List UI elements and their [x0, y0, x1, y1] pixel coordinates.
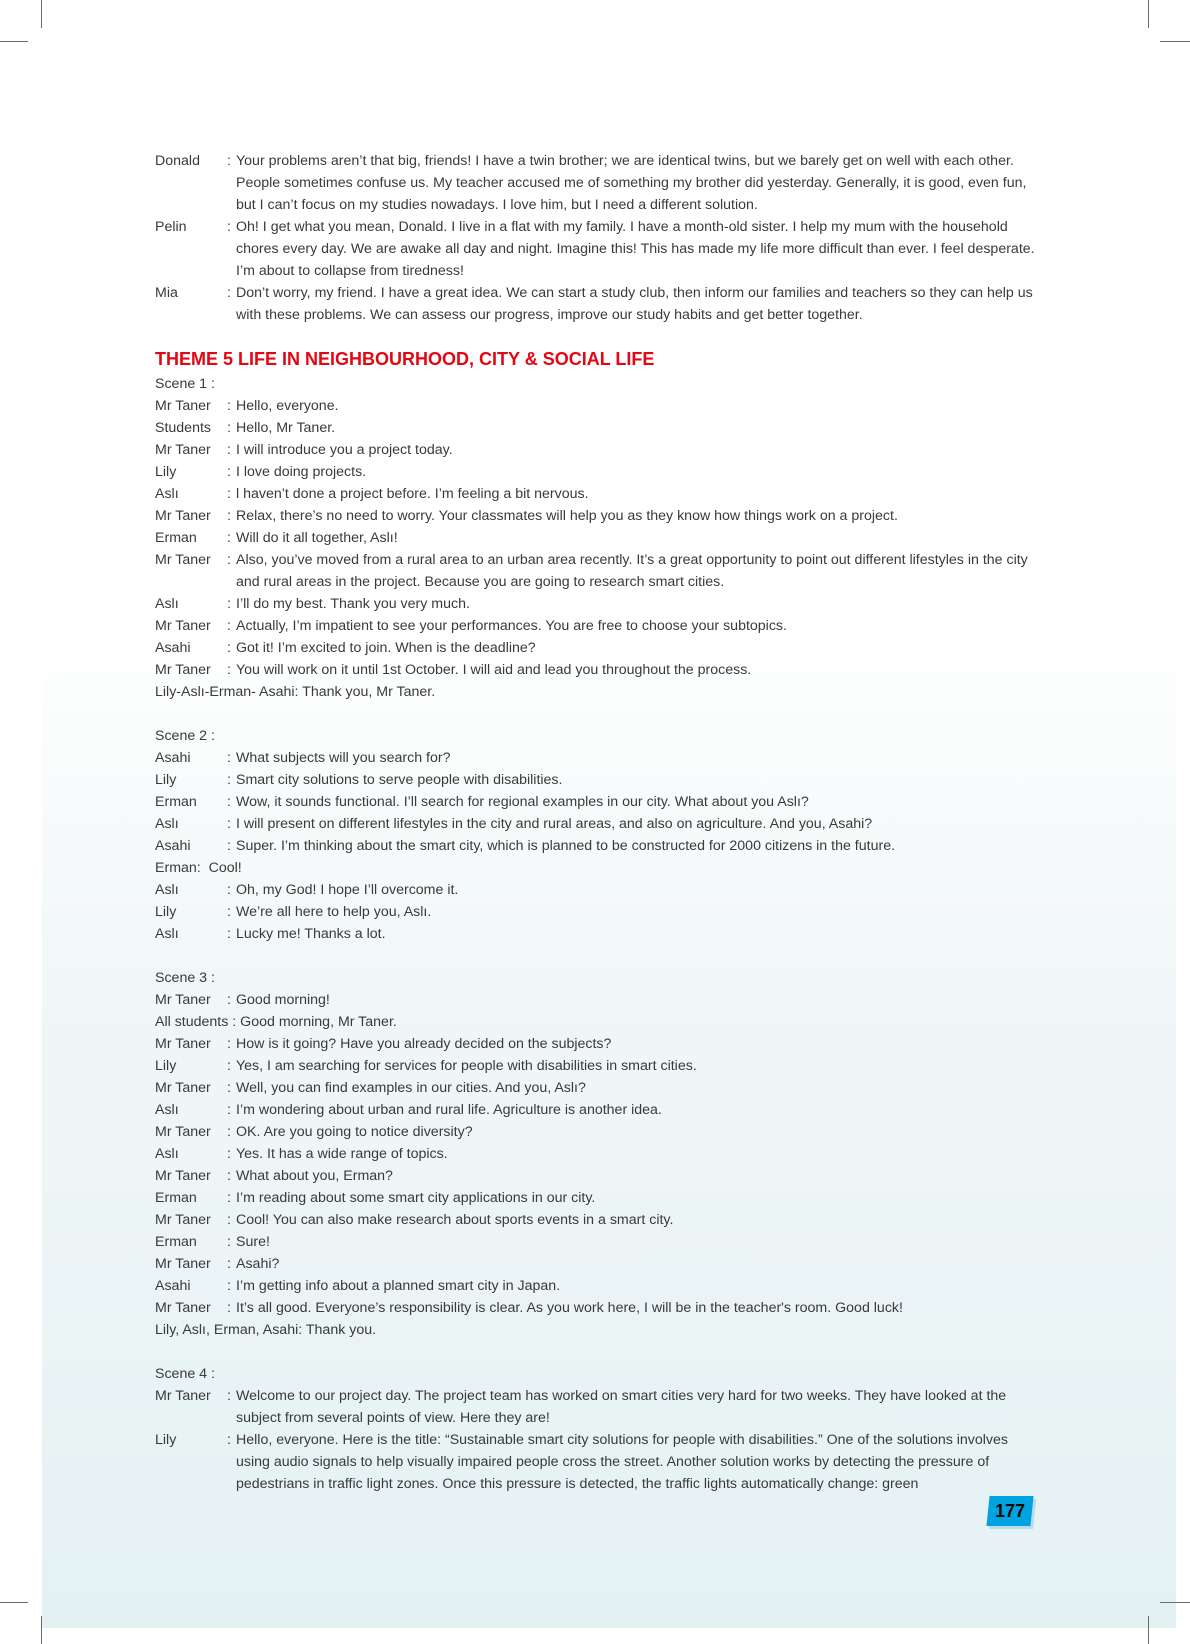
crop-mark-bottom-left-horizontal	[0, 1602, 28, 1603]
dialogue-text: l haven’t done a project before. I’m feeling a bit nervous.	[236, 486, 589, 502]
dialogue-text: Hello, everyone.	[236, 398, 339, 414]
crop-mark-top-right-horizontal	[1160, 41, 1190, 42]
dialogue-line	[155, 1297, 1035, 1319]
speaker-name: Mr Taner	[155, 1036, 211, 1052]
colon: :	[227, 1146, 231, 1162]
crop-mark-bottom-left-vertical	[41, 1616, 42, 1644]
dialogue-line	[155, 505, 1035, 527]
speaker-name: Mr Taner	[155, 508, 211, 524]
colon: :	[227, 1278, 231, 1294]
speaker-name: Mr Taner	[155, 1388, 211, 1404]
speaker-name: Donald	[155, 153, 200, 169]
speaker-name: Asahi	[155, 640, 191, 656]
dialogue-text: We’re all here to help you, Aslı.	[236, 904, 432, 920]
speaker-name: Aslı	[155, 926, 179, 942]
dialogue-line	[155, 1121, 1035, 1143]
colon: :	[227, 640, 231, 656]
colon: :	[227, 772, 231, 788]
dialogue-text: Asahi?	[236, 1256, 280, 1272]
scene-heading: Scene 3 :	[155, 970, 215, 986]
speaker-name: Mia	[155, 285, 178, 301]
spacer	[155, 945, 1035, 967]
crop-mark-top-left-horizontal	[0, 41, 28, 42]
speaker-name: Erman	[155, 794, 197, 810]
speaker-name: Mr Taner	[155, 1256, 211, 1272]
speaker-name: Lily	[155, 464, 177, 480]
dialogue-line	[155, 1165, 1035, 1187]
colon: :	[227, 1102, 231, 1118]
speaker-name: Aslı	[155, 882, 179, 898]
dialogue-line	[155, 150, 1035, 216]
dialogue-line	[155, 1033, 1035, 1055]
speaker-name: Erman	[155, 1190, 197, 1206]
speaker-name: Mr Taner	[155, 992, 211, 1008]
speaker-name: Aslı	[155, 596, 179, 612]
dialogue-line	[155, 769, 1035, 791]
speaker-name: Students	[155, 420, 212, 436]
colon: :	[227, 1234, 231, 1250]
colon: :	[227, 1168, 231, 1184]
dialogue-line	[155, 527, 1035, 549]
dialogue-text: Oh! I get what you mean, Donald. I live in a flat with my family. I have a month-old sister. I help my mum with the household chores every day. We are awake all day and night. Imagine this! This has made my life more difficult than ever. I feel desperate. I’m about to collapse from tiredness!	[236, 219, 1035, 279]
colon: :	[227, 618, 231, 634]
dialogue-line	[155, 439, 1035, 461]
dialogue-text: It’s all good. Everyone’s responsibility is clear. As you work here, I will be in the teacher's room. Good luck!	[236, 1300, 903, 1316]
speaker-name: Erman	[155, 1234, 197, 1250]
dialogue-text: Smart city solutions to serve people with disabilities.	[236, 772, 563, 788]
dialogue-line	[155, 216, 1035, 282]
colon: :	[227, 442, 231, 458]
dialogue-line	[155, 1055, 1035, 1077]
speaker-name: Lily	[155, 1432, 177, 1448]
spacer	[155, 1341, 1035, 1363]
dialogue-text: Hello, everyone. Here is the title: “Sustainable smart city solutions for people with disabilities.” One of the solutions involves using audio signals to help visually impaired people cross the street. Another solution works by detecting the pressure of pedestrians in traffic light zones. Once this pressure is detected, the traffic lights automatically change: green	[236, 1432, 1009, 1492]
dialogue-text: Relax, there’s no need to worry. Your classmates will help you as they know how things work on a project.	[236, 508, 898, 524]
colon: :	[227, 285, 231, 301]
scene-heading: Scene 2 :	[155, 728, 215, 744]
scene-3	[155, 967, 1035, 1341]
colon: :	[227, 662, 231, 678]
colon: :	[227, 219, 231, 235]
dialogue-line	[155, 747, 1035, 769]
dialogue-line	[155, 791, 1035, 813]
dialogue-text: Yes. It has a wide range of topics.	[236, 1146, 448, 1162]
speaker-name: Asahi	[155, 750, 191, 766]
dialogue-text: Don’t worry, my friend. I have a great idea. We can start a study club, then inform our families and teachers so they can help us with these problems. We can assess our progress, improve our study habits and get better together.	[236, 285, 1033, 323]
scene-heading: Scene 4 :	[155, 1366, 215, 1382]
dialogue-text: Sure!	[236, 1234, 270, 1250]
colon: :	[227, 1036, 231, 1052]
dialogue-text: What about you, Erman?	[236, 1168, 393, 1184]
dialogue-line	[155, 483, 1035, 505]
dialogue-line	[155, 1209, 1035, 1231]
speaker-name: Mr Taner	[155, 618, 211, 634]
dialogue-text: I will introduce you a project today.	[236, 442, 453, 458]
dialogue-line	[155, 1077, 1035, 1099]
speaker-name: Asahi	[155, 838, 191, 854]
scene-4	[155, 1363, 1035, 1495]
dialogue-text: Your problems aren’t that big, friends! I have a twin brother; we are identical twins, but we barely get on well with each other. People sometimes confuse us. My teacher accused me of something my brother did yesterday. Generally, it is good, even fun, but I can’t focus on my studies nowadays. I love him, but I need a different solution.	[236, 153, 1027, 213]
colon: :	[227, 464, 231, 480]
speaker-name: Aslı	[155, 486, 179, 502]
page-content	[155, 150, 1035, 1495]
scene-2	[155, 725, 1035, 945]
dialogue-line	[155, 1385, 1035, 1429]
dialogue-text: Good morning!	[236, 992, 330, 1008]
colon: :	[227, 1058, 231, 1074]
dialogue-text: Super. I’m thinking about the smart city, which is planned to be constructed for 2000 citizens in the future.	[236, 838, 896, 854]
dialogue-line	[155, 879, 1035, 901]
dialogue-text: Lucky me! Thanks a lot.	[236, 926, 386, 942]
dialogue-line	[155, 901, 1035, 923]
spacer	[155, 703, 1035, 725]
dialogue-text: What subjects will you search for?	[236, 750, 451, 766]
dialogue-text: Cool! You can also make research about sports events in a smart city.	[236, 1212, 674, 1228]
colon: :	[227, 992, 231, 1008]
speaker-name: Mr Taner	[155, 442, 211, 458]
colon: :	[227, 882, 231, 898]
dialogue-line	[155, 989, 1035, 1011]
speaker-name: Lily	[155, 772, 177, 788]
scene-1	[155, 373, 1035, 703]
page-number: 177	[994, 1501, 1026, 1521]
dialogue-line	[155, 637, 1035, 659]
colon: :	[227, 420, 231, 436]
dialogue-line	[155, 923, 1035, 945]
colon: :	[227, 530, 231, 546]
dialogue-text: Oh, my God! I hope I’ll overcome it.	[236, 882, 459, 898]
colon: :	[227, 1124, 231, 1140]
dialogue-text: OK. Are you going to notice diversity?	[236, 1124, 473, 1140]
dialogue-text: Wow, it sounds functional. I’ll search for regional examples in our city. What about you Aslı?	[236, 794, 809, 810]
colon: :	[227, 486, 231, 502]
speaker-name: Mr Taner	[155, 1300, 211, 1316]
dialogue-line	[155, 1187, 1035, 1209]
speaker-name: Mr Taner	[155, 1168, 211, 1184]
colon: :	[227, 904, 231, 920]
dialogue-text: Welcome to our project day. The project team has worked on smart cities very hard for two weeks. They have looked at the subject from several points of view. Here they are!	[236, 1388, 1007, 1426]
speaker-name: Mr Taner	[155, 552, 211, 568]
speaker-name: Pelin	[155, 219, 187, 235]
dialogue-text: How is it going? Have you already decided on the subjects?	[236, 1036, 612, 1052]
speaker-name: Mr Taner	[155, 1212, 211, 1228]
dialogue-text: I’m wondering about urban and rural life. Agriculture is another idea.	[236, 1102, 662, 1118]
colon: :	[227, 750, 231, 766]
inline-dialogue-line: All students : Good morning, Mr Taner.	[155, 1014, 397, 1030]
crop-mark-top-left-vertical	[41, 0, 42, 28]
dialogue-text: I’m getting info about a planned smart city in Japan.	[236, 1278, 561, 1294]
dialogue-line	[155, 615, 1035, 637]
colon: :	[227, 838, 231, 854]
dialogue-text: Actually, I’m impatient to see your performances. You are free to choose your subtopics.	[236, 618, 787, 634]
dialogue-text: You will work on it until 1st October. I will aid and lead you throughout the process.	[236, 662, 752, 678]
dialogue-text: I’ll do my best. Thank you very much.	[236, 596, 470, 612]
dialogue-text: I love doing projects.	[236, 464, 367, 480]
speaker-name: Asahi	[155, 1278, 191, 1294]
dialogue-line	[155, 659, 1035, 681]
scene-closing-line: Lily, Aslı, Erman, Asahi: Thank you.	[155, 1322, 377, 1338]
speaker-name: Lily	[155, 1058, 177, 1074]
dialogue-text: Got it! I’m excited to join. When is the deadline?	[236, 640, 536, 656]
speaker-name: Aslı	[155, 816, 179, 832]
dialogue-line	[155, 549, 1035, 593]
dialogue-line	[155, 1253, 1035, 1275]
inline-dialogue-line: Erman: Cool!	[155, 860, 242, 876]
crop-mark-bottom-right-horizontal	[1160, 1602, 1190, 1603]
speaker-name: Aslı	[155, 1146, 179, 1162]
dialogue-line	[155, 417, 1035, 439]
colon: :	[227, 1256, 231, 1272]
colon: :	[227, 794, 231, 810]
colon: :	[227, 153, 231, 169]
speaker-name: Mr Taner	[155, 1124, 211, 1140]
colon: :	[227, 816, 231, 832]
colon: :	[227, 926, 231, 942]
colon: :	[227, 1080, 231, 1096]
crop-mark-bottom-right-vertical	[1148, 1616, 1149, 1644]
dialogue-text: Hello, Mr Taner.	[236, 420, 336, 436]
scene-heading: Scene 1 :	[155, 376, 215, 392]
dialogue-line	[155, 593, 1035, 615]
speaker-name: Erman	[155, 530, 197, 546]
crop-mark-top-right-vertical	[1148, 0, 1149, 28]
dialogue-line	[155, 282, 1035, 326]
speaker-name: Mr Taner	[155, 662, 211, 678]
scene-closing-line: Lily-Aslı-Erman- Asahi: Thank you, Mr Taner.	[155, 684, 436, 700]
colon: :	[227, 552, 231, 568]
dialogue-line	[155, 1231, 1035, 1253]
colon: :	[227, 1300, 231, 1316]
dialogue-line	[155, 1429, 1035, 1495]
speaker-name: Mr Taner	[155, 398, 211, 414]
dialogue-text: I will present on different lifestyles in the city and rural areas, and also on agriculture. And you, Asahi?	[236, 816, 873, 832]
dialogue-text: Well, you can find examples in our cities. And you, Aslı?	[236, 1080, 586, 1096]
page-number-badge	[986, 1496, 1033, 1526]
dialogue-line	[155, 813, 1035, 835]
colon: :	[227, 1190, 231, 1206]
dialogue-line	[155, 1275, 1035, 1297]
dialogue-line	[155, 835, 1035, 857]
dialogue-line	[155, 1099, 1035, 1121]
colon: :	[227, 508, 231, 524]
dialogue-text: Will do it all together, Aslı!	[236, 530, 398, 546]
dialogue-text: Yes, I am searching for services for people with disabilities in smart cities.	[236, 1058, 697, 1074]
dialogue-line	[155, 1143, 1035, 1165]
colon: :	[227, 1212, 231, 1228]
intro-dialogue	[155, 150, 1035, 326]
theme-title: THEME 5 LIFE IN NEIGHBOURHOOD, CITY & SOCIAL LIFE	[155, 349, 655, 369]
speaker-name: Aslı	[155, 1102, 179, 1118]
dialogue-text: I’m reading about some smart city applications in our city.	[236, 1190, 596, 1206]
speaker-name: Mr Taner	[155, 1080, 211, 1096]
colon: :	[227, 1388, 231, 1404]
colon: :	[227, 596, 231, 612]
colon: :	[227, 398, 231, 414]
colon: :	[227, 1432, 231, 1448]
dialogue-line	[155, 461, 1035, 483]
dialogue-line	[155, 395, 1035, 417]
dialogue-text: Also, you’ve moved from a rural area to an urban area recently. It’s a great opportunity to point out different lifestyles in the city and rural areas in the project. Because you are going to research smart cities.	[236, 552, 1028, 590]
speaker-name: Lily	[155, 904, 177, 920]
